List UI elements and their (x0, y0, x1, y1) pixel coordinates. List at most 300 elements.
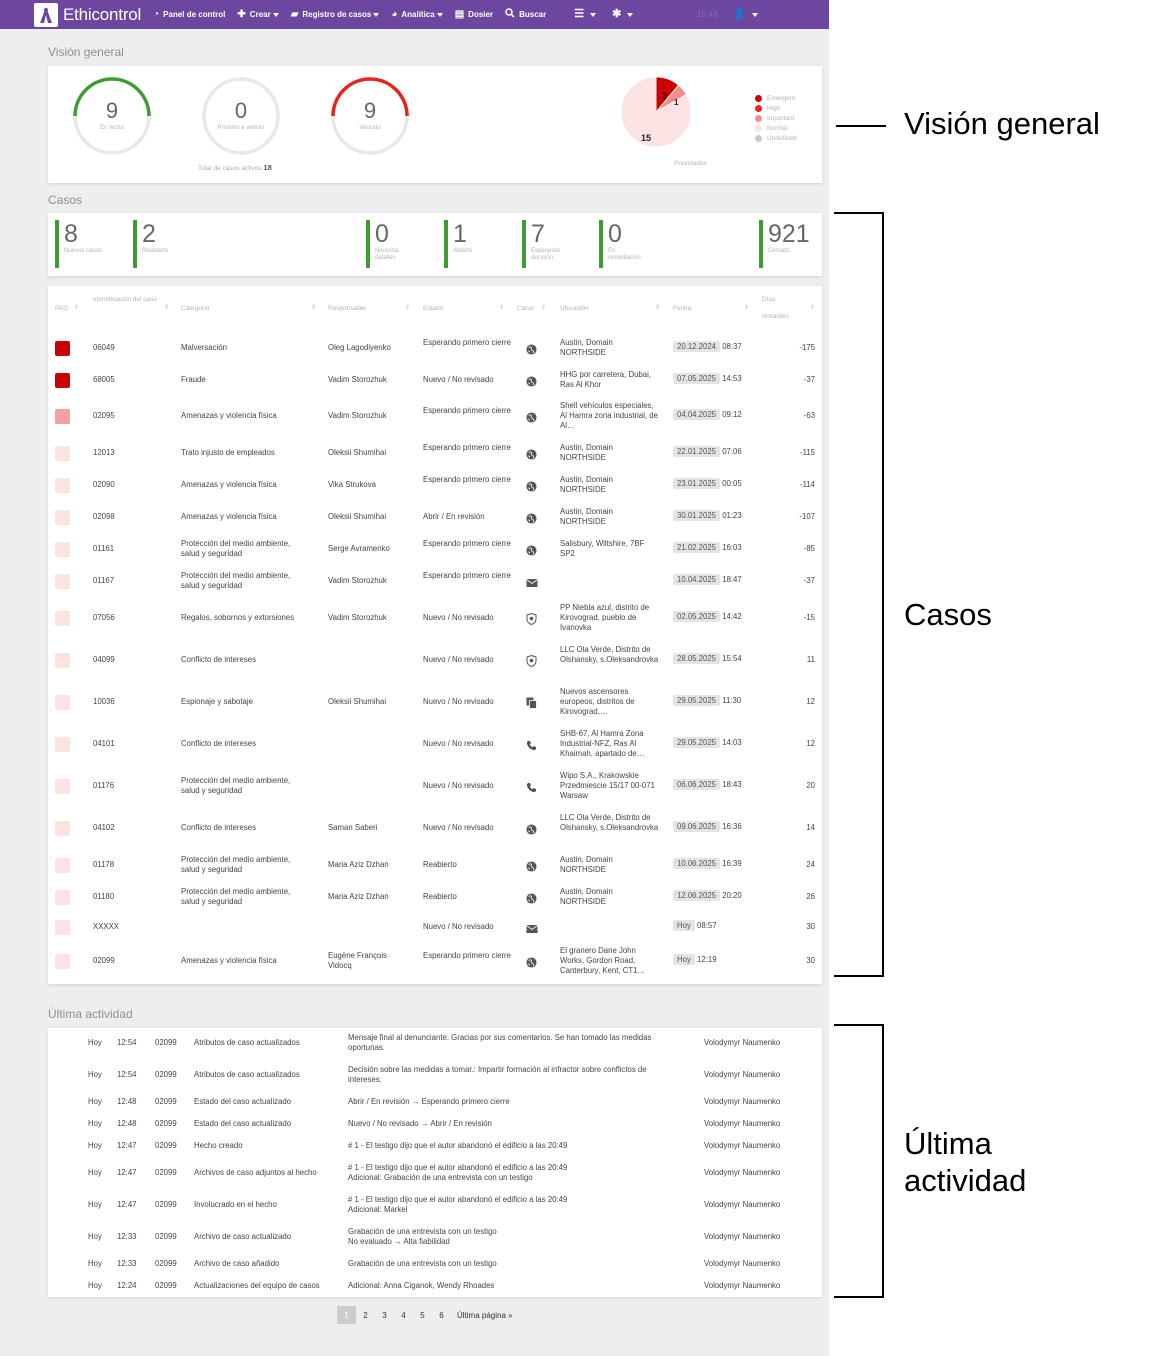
case-date (673, 822, 763, 832)
case-id: XXXXX (93, 922, 120, 931)
legend-label: High (767, 104, 781, 112)
counter-needs-details[interactable] (366, 220, 426, 268)
sort-icon[interactable]: ⇕ (405, 305, 411, 311)
case-location: LLC Ola Verde, Distrito de Olshansky, s.Oleksandrovka (560, 813, 659, 832)
case-time: 01:23 (720, 511, 742, 520)
activity-detail (348, 1141, 698, 1151)
cases-counters-card (48, 213, 822, 276)
brand[interactable] (34, 0, 141, 29)
sort-icon[interactable]: ⇕ (74, 305, 80, 311)
counter-closed[interactable] (759, 220, 819, 268)
days-remaining: 26 (806, 892, 815, 901)
priority-flag (55, 510, 70, 525)
case-location: Wipo S.A., Krakowskie Przedmiescie 15/17 00-071 Warsaw (560, 771, 655, 800)
activity-user: Volodymyr Naumenko (704, 1168, 781, 1177)
activity-day: Hoy (88, 1232, 102, 1241)
legend-item[interactable] (755, 93, 797, 103)
priority-flag (55, 954, 70, 969)
date-badge: 09.06.2025 (673, 821, 720, 832)
table-row[interactable] (48, 725, 822, 763)
activity-day: Hoy (88, 1038, 102, 1047)
counter-label: Nuevos casos (64, 248, 102, 254)
nav-case-registry[interactable] (291, 10, 380, 20)
case-location: Austin, Domain NORTHSIDE (560, 338, 613, 357)
col-header-date[interactable]: Fecha (673, 305, 692, 312)
case-status: Nuevo / No revisado (423, 697, 494, 706)
date-badge: 10.06.2025 (673, 858, 720, 869)
nav-search[interactable] (505, 8, 546, 21)
page-5-button[interactable]: 5 (420, 1310, 425, 1320)
activity-row[interactable] (48, 1097, 822, 1107)
date-badge: 29.05.2025 (673, 737, 720, 748)
case-category: Protección del medio ambiente, salud y seguridad (181, 855, 291, 874)
activity-day: Hoy (88, 1168, 102, 1177)
activity-time: 12:33 (117, 1232, 137, 1241)
counter-reopened[interactable] (133, 220, 203, 268)
activity-user: Volodymyr Naumenko (704, 1281, 781, 1290)
case-date (673, 654, 763, 664)
counter-awaiting-decision[interactable] (522, 220, 582, 268)
case-id: 07056 (93, 613, 115, 622)
table-row[interactable] (48, 366, 822, 394)
activity-detail (348, 1119, 698, 1129)
bracket-activity-top (834, 1024, 884, 1026)
case-date (673, 342, 763, 352)
activity-day: Hoy (88, 1097, 102, 1106)
date-badge: 07.05.2025 (673, 373, 720, 384)
days-remaining: 12 (806, 697, 815, 706)
date-badge: 12.06.2025 (673, 890, 720, 901)
globe-icon (526, 822, 538, 834)
activity-time: 12:47 (117, 1168, 137, 1177)
activity-case-id: 02099 (155, 1070, 177, 1079)
activity-action: Archivos de caso adjuntos al hecho (194, 1168, 317, 1177)
plus-icon: ✚ (237, 8, 246, 20)
caret-down-icon (437, 13, 443, 17)
sort-icon[interactable]: ⇕ (810, 305, 816, 311)
table-row[interactable] (48, 851, 822, 879)
activity-detail-line: Nuevo / No revisado → Abrir / En revisión (348, 1119, 492, 1128)
table-row[interactable] (48, 683, 822, 721)
pie-caption: Prioridades (674, 160, 707, 167)
priority-flag (55, 446, 70, 461)
case-date (673, 447, 763, 457)
pie-label-normal: 15 (641, 133, 652, 143)
cases-title: Casos (48, 193, 83, 207)
globe-icon (526, 955, 538, 967)
activity-day: Hoy (88, 1200, 102, 1209)
days-remaining: -107 (799, 512, 815, 521)
priority-flag (55, 779, 70, 794)
legend-dot (755, 135, 762, 142)
nav-settings[interactable] (612, 9, 633, 20)
case-status: Reabierto (423, 892, 457, 901)
counter-value: 7 (531, 220, 545, 248)
nav-dossier[interactable] (455, 10, 493, 20)
activity-detail (348, 1163, 698, 1183)
activity-row[interactable] (48, 1226, 822, 1248)
priority-flag (55, 821, 70, 836)
counter-label: Esperando decisión (531, 248, 561, 261)
case-time: 11:30 (720, 696, 742, 705)
col-header-case-id[interactable]: Identificación del caso (93, 296, 157, 303)
activity-action: Estado del caso actualizado (194, 1097, 292, 1106)
activity-detail (348, 1097, 698, 1107)
case-id: 01161 (93, 544, 115, 553)
activity-detail-line: oportunas. (348, 1043, 385, 1052)
case-id: 10036 (93, 697, 115, 706)
user-icon: 👤 (733, 8, 746, 20)
legend-dot (755, 115, 762, 122)
case-date (673, 696, 763, 706)
bracket-cases-top (834, 212, 884, 214)
table-row[interactable] (48, 439, 822, 467)
id-card-icon: ▤ (454, 8, 465, 20)
shield-icon (526, 654, 538, 666)
days-remaining: 30 (806, 956, 815, 965)
case-time: 20:20 (720, 891, 742, 900)
sort-icon[interactable]: ⇕ (541, 305, 547, 311)
days-remaining: 20 (806, 781, 815, 790)
activity-detail (348, 1227, 698, 1247)
activity-row[interactable] (48, 1032, 822, 1054)
case-time: 18:47 (720, 575, 742, 584)
search-icon (505, 8, 515, 21)
overview-title: Visión general (48, 45, 124, 59)
sort-icon[interactable]: ⇕ (744, 305, 750, 311)
case-responsible: Maria Aziz Dzhan (328, 892, 389, 901)
table-row[interactable] (48, 471, 822, 499)
col-header-priority[interactable]: PAG (55, 305, 69, 312)
sort-icon[interactable]: ⇕ (499, 305, 505, 311)
case-id: 01176 (93, 781, 115, 790)
sort-icon[interactable]: ⇕ (164, 305, 170, 311)
case-time: 09:12 (720, 410, 742, 419)
case-date (673, 479, 763, 489)
nav-analytics[interactable] (391, 10, 442, 20)
phone-icon (526, 738, 538, 750)
activity-time: 12:47 (117, 1141, 137, 1150)
activity-case-id: 02099 (155, 1141, 177, 1150)
activity-user: Volodymyr Naumenko (704, 1070, 781, 1079)
case-responsible: Eugène François Vidocq (328, 951, 387, 970)
activity-row[interactable] (48, 1162, 822, 1184)
days-remaining: -15 (803, 613, 815, 622)
folder-icon: ▰ (290, 8, 299, 20)
activity-row[interactable] (48, 1119, 822, 1129)
activity-row[interactable] (48, 1281, 822, 1291)
case-category: Conflicto de intereses (181, 655, 256, 664)
case-location: Austin, Domain NORTHSIDE (560, 507, 613, 526)
case-status: Reabierto (423, 860, 457, 869)
legend-item[interactable] (755, 103, 797, 113)
case-id: 01180 (93, 892, 115, 901)
nav-dossier-label: Dosier (468, 10, 494, 19)
activity-time: 12:54 (117, 1070, 137, 1079)
pie-label-important: 1 (674, 98, 679, 107)
case-category: Fraude (181, 375, 206, 384)
case-category: Amenazas y violencia física (181, 956, 277, 965)
top-navbar (0, 0, 829, 29)
case-date (673, 780, 763, 790)
gauge-due-soon[interactable] (201, 76, 281, 156)
col-header-responsible[interactable]: Responsable (328, 305, 366, 312)
days-remaining: -63 (803, 411, 815, 420)
case-date (673, 859, 763, 869)
phone-icon (526, 780, 538, 792)
legend-dot (755, 125, 762, 132)
activity-detail-line: Abrir / En revisión → Esperando primero cierre (348, 1097, 510, 1106)
activity-case-id: 02099 (155, 1119, 177, 1128)
sort-icon[interactable]: ⇕ (655, 305, 661, 311)
date-badge: 20.12.2024 (673, 341, 720, 352)
page-3-button[interactable]: 3 (382, 1310, 387, 1320)
activity-action: Involucrado en el hecho (194, 1200, 277, 1209)
days-remaining: 24 (806, 860, 815, 869)
case-responsible: Oleksii Shumihai (328, 697, 387, 706)
page-1-button[interactable]: 1 (337, 1306, 356, 1324)
priority-flag (55, 653, 70, 668)
legend-item[interactable] (755, 133, 797, 143)
activity-detail-line: Adicional: Markel (348, 1205, 408, 1214)
activity-detail-line: Grabación de una entrevista con un testigo (348, 1227, 497, 1236)
priority-flag (55, 478, 70, 493)
col-header-days-left[interactable]: Días restantes (762, 296, 789, 320)
case-responsible: Saman Saberi (328, 823, 378, 832)
case-status: Esperando primero cierre (423, 443, 511, 452)
case-id: 01178 (93, 860, 115, 869)
case-category: Trato injusto de empleados (181, 448, 275, 457)
activity-case-id: 02099 (155, 1038, 177, 1047)
activity-action: Actualizaciones del equipo de casos (194, 1281, 320, 1290)
case-category: Protección del medio ambiente, salud y seguridad (181, 539, 291, 558)
last-page-button[interactable]: Última página » (457, 1310, 513, 1320)
activity-case-id: 02099 (155, 1097, 177, 1106)
case-status: Esperando primero cierre (423, 338, 511, 347)
legend-label: Normal (767, 124, 788, 132)
table-row[interactable] (48, 599, 822, 637)
case-category: Protección del medio ambiente, salud y seguridad (181, 887, 291, 906)
days-remaining: 12 (806, 739, 815, 748)
priority-flag (55, 611, 70, 626)
counter-label: Cerrado (768, 248, 790, 254)
table-row[interactable] (48, 395, 822, 437)
case-date (673, 891, 763, 901)
col-header-status[interactable]: Estado (423, 305, 444, 312)
activity-row[interactable] (48, 1259, 822, 1269)
table-row[interactable] (48, 334, 822, 362)
case-date (673, 921, 763, 931)
case-status: Nuevo / No revisado (423, 613, 494, 622)
case-date (673, 955, 763, 965)
user-menu[interactable] (733, 10, 757, 20)
case-id: 01167 (93, 576, 115, 585)
case-time: 14:42 (720, 612, 742, 621)
case-time: 14:53 (720, 374, 742, 383)
case-location: LLC Ola Verde, Distrito de Olshansky, s.Oleksandrovka (560, 645, 659, 664)
case-time: 08:57 (694, 921, 717, 930)
col-header-location[interactable]: Ubicación (560, 305, 589, 312)
case-responsible: Vadim Storozhuk (328, 576, 387, 585)
case-id: 12013 (93, 448, 115, 457)
pagination (337, 1306, 513, 1324)
globe-icon (526, 511, 538, 523)
legend-dot (755, 105, 762, 112)
case-status: Esperando primero cierre (423, 539, 511, 548)
date-badge: 28.05.2025 (673, 653, 720, 664)
globe-icon (526, 374, 538, 386)
case-location: Salisbury, Wiltshire, 7BF SP2 (560, 539, 645, 558)
envelope-icon (526, 921, 538, 933)
case-id: 68005 (93, 375, 115, 384)
bracket-activity-side (882, 1024, 884, 1298)
nav-dashboard[interactable] (153, 10, 225, 20)
case-time: 16:03 (720, 543, 742, 552)
table-row[interactable] (48, 567, 822, 595)
caret-down-icon (627, 13, 633, 17)
activity-user: Volodymyr Naumenko (704, 1259, 781, 1268)
activity-user: Volodymyr Naumenko (704, 1119, 781, 1128)
priority-flag (55, 858, 70, 873)
sort-icon[interactable]: ⇕ (311, 305, 317, 311)
counter-label: Reabierto (142, 248, 169, 254)
legend-label: Important (767, 114, 795, 122)
case-location: Austin, Domain NORTHSIDE (560, 475, 613, 494)
days-remaining: -85 (803, 544, 815, 553)
annotation-activity-line1: Última (904, 1126, 992, 1161)
counter-value: 1 (453, 220, 467, 248)
activity-row[interactable] (48, 1064, 822, 1086)
case-location: PP Niebla azul, distrito de Kirovograd, pueblo de Ivanovka (560, 603, 650, 632)
counter-open[interactable] (444, 220, 504, 268)
priority-flag (55, 542, 70, 557)
date-badge: 22.01.2025 (673, 446, 720, 457)
gauge-overdue[interactable] (330, 76, 410, 156)
pie-svg (620, 76, 696, 152)
activity-action: Atributos de caso actualizados (194, 1070, 300, 1079)
case-responsible: Vadim Storozhuk (328, 375, 387, 384)
case-id: 04099 (93, 655, 115, 664)
date-badge: 23.01.2025 (673, 478, 720, 489)
case-time: 15:54 (720, 654, 742, 663)
counter-value: 2 (142, 220, 156, 248)
gauge-label: En fecha (100, 125, 124, 131)
gauge-on-time[interactable] (72, 76, 152, 156)
case-location: Nuevos ascensores europeos, distritos de Kirovograd,… (560, 687, 635, 716)
case-status: Esperando primero cierre (423, 571, 511, 580)
table-row[interactable] (48, 942, 822, 980)
case-location: SHB-67, Al Hamra Zona Industrial-NFZ, Ras Al Khaimah, apartado de… (560, 729, 645, 758)
counter-value: 921 (768, 220, 810, 248)
case-time: 14:03 (720, 738, 742, 747)
nav-analytics-label: Analítica (401, 10, 435, 19)
priority-flag (55, 574, 70, 589)
legend-dot (755, 95, 762, 102)
envelope-icon (526, 575, 538, 587)
total-active-cases (198, 163, 272, 172)
bracket-activity-bottom (834, 1296, 884, 1298)
activity-action: Hecho creado (194, 1141, 243, 1150)
total-active-value: 18 (263, 163, 272, 172)
activity-day: Hoy (88, 1141, 102, 1150)
counter-new-cases[interactable] (55, 220, 125, 268)
table-row[interactable] (48, 503, 822, 531)
case-time: 18:43 (720, 780, 742, 789)
priority-pie-chart[interactable] (620, 76, 692, 148)
menu-icon: ☰ (574, 8, 585, 20)
activity-detail-line: Mensaje final al denunciante: Gracias por sus comentarios. Se han tomado las medidas (348, 1033, 652, 1042)
table-row[interactable] (48, 767, 822, 805)
activity-time: 12:33 (117, 1259, 137, 1268)
nav-menu[interactable] (574, 9, 596, 20)
globe-icon (526, 342, 538, 354)
overview-card (48, 66, 822, 183)
legend-item[interactable] (755, 123, 797, 133)
counter-in-remediation[interactable] (599, 220, 659, 268)
annotation-overview: Visión general (904, 106, 1100, 141)
col-header-channel[interactable]: Canal (517, 305, 534, 312)
activity-action: Atributos de caso actualizados (194, 1038, 300, 1047)
caret-down-icon (273, 13, 279, 17)
clock-time: 10:43 (697, 10, 718, 19)
legend-label: Undefined (767, 134, 797, 142)
case-date (673, 511, 763, 521)
activity-detail-line: # 1 - El testigo dijo que el autor abandonó el edificio a las 20:49 (348, 1195, 568, 1204)
activity-user: Volodymyr Naumenko (704, 1038, 781, 1047)
case-category: Regalos, sobornos y extorsiones (181, 613, 295, 622)
page-2-button[interactable]: 2 (363, 1310, 368, 1320)
page-4-button[interactable]: 4 (401, 1310, 406, 1320)
priority-flag (55, 920, 70, 935)
date-badge: 06.06.2025 (673, 779, 720, 790)
gauge-label: Vencido (359, 125, 381, 131)
table-row[interactable] (48, 883, 822, 911)
days-remaining: -175 (799, 343, 815, 352)
activity-detail (348, 1281, 698, 1291)
days-remaining: -115 (799, 448, 815, 457)
counter-label: Abierto (453, 248, 473, 254)
counter-value: 8 (64, 220, 78, 248)
nav-create[interactable] (237, 10, 278, 20)
page-6-button[interactable]: 6 (439, 1310, 444, 1320)
priority-flag (55, 695, 70, 710)
priority-flag (55, 341, 70, 356)
legend-item[interactable] (755, 113, 797, 123)
date-badge: 04.04.2025 (673, 409, 720, 420)
legend-label: Emergent (767, 94, 796, 102)
case-category: Protección del medio ambiente, salud y seguridad (181, 571, 291, 590)
case-responsible: Oleksii Shumihai (328, 512, 387, 521)
activity-case-id: 02099 (155, 1281, 177, 1290)
activity-user: Volodymyr Naumenko (704, 1232, 781, 1241)
case-date (673, 575, 763, 585)
table-row[interactable] (48, 535, 822, 563)
nav-create-label: Crear (249, 10, 271, 19)
date-badge: 30.01.2025 (673, 510, 720, 521)
activity-detail-line: # 1 - El testigo dijo que el autor abandonó el edificio a las 20:49 (348, 1141, 568, 1150)
case-status: Nuevo / No revisado (423, 922, 494, 931)
activity-row[interactable] (48, 1141, 822, 1151)
activity-row[interactable] (48, 1194, 822, 1216)
table-row[interactable] (48, 809, 822, 847)
nav-dashboard-label: Panel de control (163, 10, 226, 19)
case-responsible: Oleksii Shumihai (328, 448, 387, 457)
table-row[interactable] (48, 641, 822, 679)
gauge-value: 9 (363, 98, 377, 123)
case-category: Amenazas y violencia física (181, 480, 277, 489)
col-header-category[interactable]: Categoría (181, 305, 210, 312)
table-row[interactable] (48, 918, 822, 936)
